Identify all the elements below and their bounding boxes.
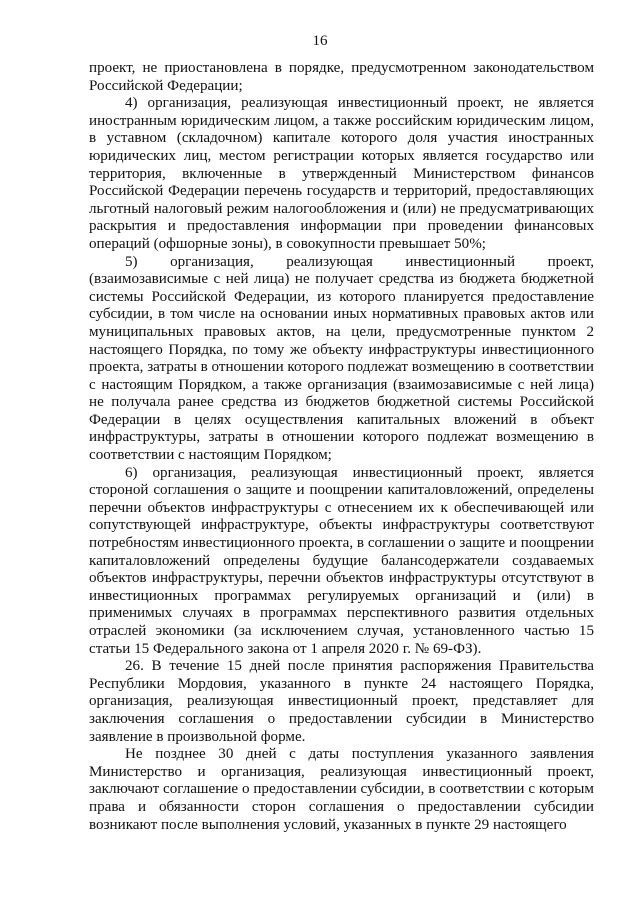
paragraph-agreement-deadline: Не позднее 30 дней с даты поступления указанного заявления Министерство и организация, реализующая инвестиционный проект, заключают соглашение о предоставлении субсидии, в соответствии с которым права и обязанности сторон соглашения о предоставлении субсидии возникают после выполнения условий, указанных в пункте 29 настоящего [89, 746, 594, 833]
paragraph-item-5: 5) организация, реализующая инвестиционный проект, (взаимозависимые с ней лица) не получает средства из бюджета бюджетной системы Российской Федерации, из которого планируется предоставление субсидии, в том числе на основании иных нормативных правовых актов или муниципальных правовых актов, на цели, предусмотренные пунктом 2 настоящего Порядка, по тому же объекту инфраструктуры инвестиционного проекта, затраты в отношении которого подлежат возмещению в соответствии с настоящим Порядком, а также организация (взаимозависимые с ней лица) не получала ранее средства из бюджетов бюджетной системы Российской Федерации в целях осуществления капитальных вложений в объект инфраструктуры, затраты в отношении которого подлежат возмещению в соответствии с настоящим Порядком; [89, 253, 595, 464]
page-number: 16 [312, 33, 328, 49]
paragraph-item-4: 4) организация, реализующая инвестиционный проект, не является иностранным юридическим лицом, а также российским юридическим лицом, в уставном (складочном) капитале которого доля участия иностранных юридических лиц, местом регистрации которых является государство или территория, включенные в утвержденный Министерством финансов Российской Федерации перечень государств и территорий, предоставляющих льготный налоговый режим налогообложения и (или) не предусматривающих раскрытия и предоставления информации при проведении финансовых операций (офшорные зоны), в совокупности превышает 50%; [89, 95, 594, 252]
paragraph-continuation: проект, не приостановлена в порядке, предусмотренном законодательством Российской Федерации; [89, 60, 594, 94]
paragraph-clause-26: 26. В течение 15 дней после принятия распоряжения Правительства Республики Мордовия, указанного в пункте 24 настоящего Порядка, организация, реализующая инвестиционный проект, представляет для заключения соглашения о предоставлении субсидии в Министерство заявление в произвольной форме. [89, 658, 594, 745]
paragraph-item-6: 6) организация, реализующая инвестиционный проект, является стороной соглашения о защите и поощрении капиталовложений, определены перечни объектов инфраструктуры с отнесением их к обеспечивающей или сопутствующей инфраструктуре, объекты инфраструктуры соответствуют потребностям инвестиционного проекта, в соглашении о защите и поощрении капиталовложений определены будущие балансодержатели создаваемых объектов инфраструктуры, перечни объектов инфраструктуры отсутствуют в инвестиционных программах регулируемых организаций и (или) в применимых случаях в программах перспективного развития отдельных отраслей экономики (за исключением случая, установленного частью 15 статьи 15 Федерального закона от 1 апреля 2020 г. № 69-ФЗ). [89, 464, 594, 657]
document-body [89, 60, 594, 834]
